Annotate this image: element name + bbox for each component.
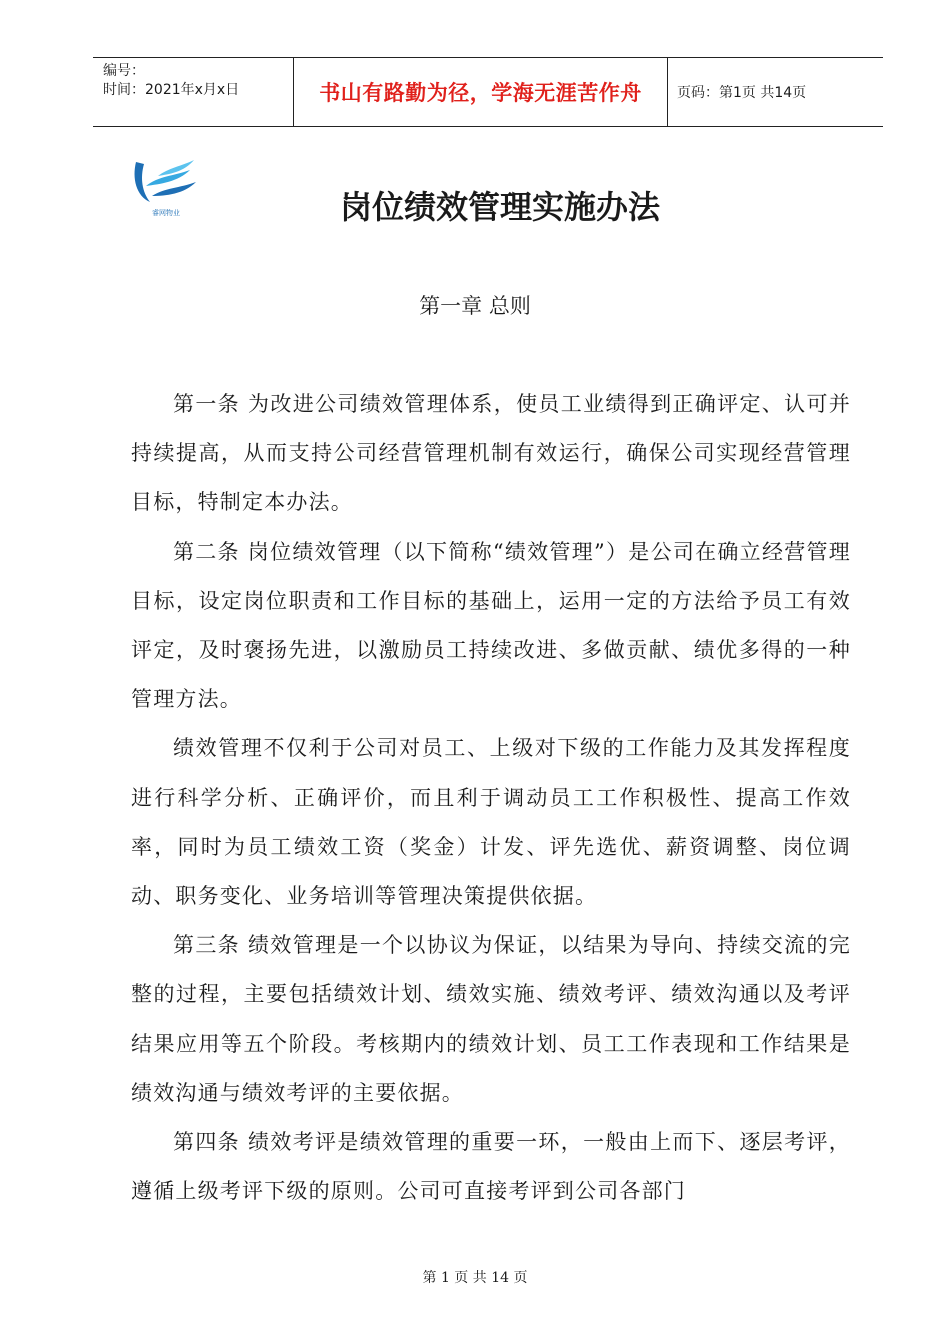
time-label: 时间：2021年x月x日 [103, 82, 240, 98]
logo-text: 睿网物业 [152, 209, 180, 217]
paragraph: 第三条 绩效管理是一个以协议为保证，以结果为导向、持续交流的完整的过程，主要包括绩效计划、绩效实施、绩效考评、绩效沟通以及考评结果应用等五个阶段。考核期内的绩效计划、员工工作表现和工作结果是绩效沟通与绩效考评的主要依据。 [131, 933, 851, 1105]
header-divider [667, 58, 668, 126]
serial-label: 编号： [103, 63, 145, 79]
page-footer: 第 1 页 共 14 页 [422, 1270, 528, 1286]
header-meta [103, 62, 239, 100]
page-header [93, 57, 883, 127]
paragraph: 绩效管理不仅利于公司对员工、上级对下级的工作能力及其发挥程度进行科学分析、正确评价，而且利于调动员工工作积极性、提高工作效率，同时为员工绩效工资（奖金）计发、评先选优、薪资调整、岗位调动、职务变化、业务培训等管理决策提供依据。 [131, 736, 851, 909]
header-motto: 书山有路勤为径，学海无涯苦作舟 [319, 81, 642, 105]
paragraph: 第四条 绩效考评是绩效管理的重要一环，一般由上而下、逐层考评，遵循上级考评下级的原则。公司可直接考评到公司各部门 [131, 1130, 851, 1204]
paragraph: 第一条 为改进公司绩效管理体系，使员工业绩得到正确评定、认可并持续提高，从而支持公司经营管理机制有效运行，确保公司实现经营管理目标，特制定本办法。 [131, 392, 851, 515]
document-title: 岗位绩效管理实施办法 [339, 188, 660, 226]
header-page-info: 页码：第1页 共14页 [677, 85, 807, 101]
paragraph: 第二条 岗位绩效管理（以下简称“绩效管理”）是公司在确立经营管理目标，设定岗位职责和工作目标的基础上，运用一定的方法给予员工有效评定，及时褒扬先进，以激励员工持续改进、多做贡献、绩优多得的一种管理方法。 [131, 539, 851, 712]
chapter-heading: 第一章 总则 [419, 294, 531, 318]
document-body [131, 380, 851, 1216]
